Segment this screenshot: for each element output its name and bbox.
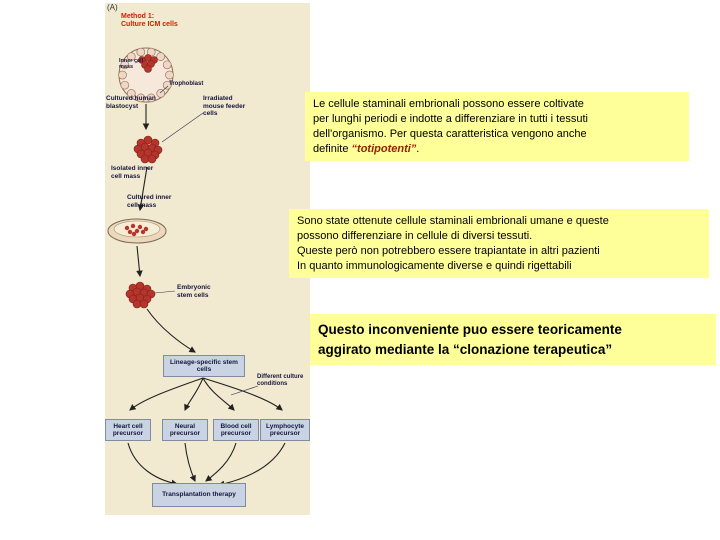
label-isolated-inner-cell-mass: Isolated inner cell mass: [111, 165, 154, 180]
box-blood-cell-precursor: Blood cell precursor: [213, 419, 259, 441]
note1-line4-prefix: definite: [313, 142, 352, 155]
conditions-pointer-line: [231, 386, 258, 395]
totipotenti-highlight: “totipotenti”: [351, 142, 417, 155]
es-pointer-line: [155, 291, 175, 293]
note-totipotenti: [305, 92, 689, 161]
converging-arrows: [128, 443, 285, 485]
box-neural-precursor: Neural precursor: [162, 419, 208, 441]
arrow-3: [137, 246, 140, 276]
label-irradiated-mouse-feeder-cells: Irradiated mouse feeder cells: [203, 95, 246, 118]
blastocyst-figure: [119, 48, 174, 102]
label-different-culture-conditions: Different culture conditions: [257, 374, 304, 388]
arrow-4: [147, 309, 195, 352]
figure-panel-label: (A): [107, 3, 118, 12]
box-lymphocyte-precursor: Lymphocyte precursor: [260, 419, 310, 441]
method-title-line1: Method 1:: [121, 13, 155, 20]
label-cultured-inner-cell-mass: Cultured inner cell mass: [127, 194, 172, 209]
label-inner-cell-mass: Inner cell mass: [119, 58, 144, 71]
isolated-icm-cluster: [134, 136, 162, 163]
note1-line2: per lunghi periodi e indotte a differenziare in tutti i tessuti: [313, 112, 588, 125]
note3-line1: Questo inconveniente puo essere teoricamente: [318, 322, 622, 337]
note-cellule-umane: [289, 209, 709, 278]
es-cell-cluster: [126, 282, 155, 308]
note2-line2: possono differenziare in cellule di diversi tessuti.: [297, 229, 533, 242]
feeder-pointer-line: [162, 113, 203, 142]
note-clonazione-terapeutica: [310, 314, 716, 365]
box-transplantation-therapy: Transplantation therapy: [152, 483, 246, 507]
box-heart-cell-precursor: Heart cell precursor: [105, 419, 151, 441]
label-trophoblast: Trophoblast: [169, 81, 204, 87]
note1-line3: dell'organismo. Per questa caratteristica vengono anche: [313, 127, 587, 140]
box-lineage-specific-stem-cells: Lineage-specific stem cells: [163, 355, 245, 377]
figure-panel: [105, 3, 310, 515]
note1-line4: [313, 142, 681, 157]
note1-line1: Le cellule staminali embrionali possono essere coltivate: [313, 98, 584, 110]
note2-line1: Sono state ottenute cellule staminali embrionali umane e queste: [297, 215, 609, 227]
note2-line3: Queste però non potrebbero essere trapiantate in altri pazienti: [297, 244, 600, 257]
petri-dish: [108, 219, 166, 243]
method-title-line2: Culture ICM cells: [121, 21, 178, 29]
note1-line4-suffix: .: [416, 142, 420, 155]
note2-line4: In quanto immunologicamente diverse e quindi rigettabili: [297, 259, 572, 272]
method-title: [121, 13, 201, 30]
label-embryonic-stem-cells: Embryonic stem cells: [177, 284, 211, 299]
label-cultured-human-blastocyst: Cultured human blastocyst: [106, 95, 156, 110]
note3-line2: aggirato mediante la “clonazione terapeutica”: [318, 341, 613, 357]
